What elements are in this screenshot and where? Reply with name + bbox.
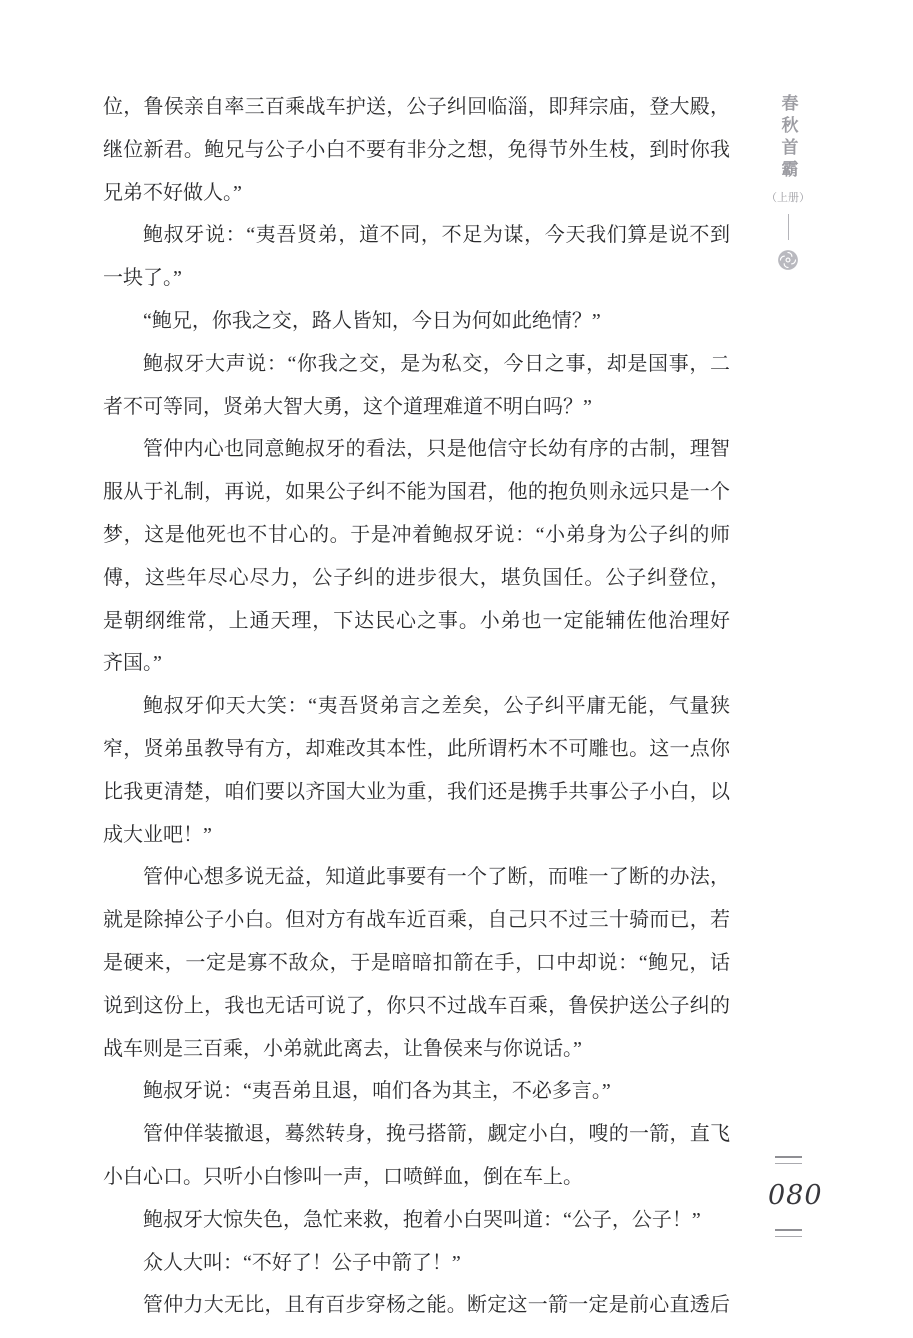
text-line: 众人大叫：“不好了！公子中箭了！” [143, 1251, 461, 1274]
text-line: 比我更清楚，咱们要以齐国大业为重，我们还是携手共事公子小白，以 [103, 780, 730, 803]
text-line: 鲍叔牙仰天大笑：“夷吾贤弟言之差矣，公子纠平庸无能，气量狭 [143, 695, 730, 718]
text-line: 战车则是三百乘，小弟就此离去，让鲁侯来与你说话。” [103, 1037, 582, 1060]
text-line: 一块了。” [103, 267, 182, 290]
text-line: 管仲佯装撤退，蓦然转身，挽弓搭箭，觑定小白，嗖的一箭，直飞 [143, 1123, 730, 1146]
text-line: 鲍叔牙大声说：“你我之交，是为私交，今日之事，却是国事，二 [143, 352, 730, 375]
text-line: 位，鲁侯亲自率三百乘战车护送，公子纠回临淄，即拜宗庙，登大殿， [103, 96, 730, 118]
text-line: “鲍兄，你我之交，路人皆知，今日为何如此绝情？” [143, 309, 601, 332]
folio-block [768, 1156, 823, 1237]
swirl-seal-icon [777, 249, 799, 271]
text-line: 是朝纲维常，上通天理，下达民心之事。小弟也一定能辅佐他治理好 [103, 609, 730, 632]
text-line: 齐国。” [103, 652, 162, 675]
text-line: 傅，这些年尽心尽力，公子纠的进步很大，堪负国任。公子纠登位， [103, 566, 730, 589]
text-line: 成大业吧！” [103, 823, 212, 846]
text-line: 小白心口。只听小白惨叫一声，口喷鲜血，倒在车上。 [103, 1165, 583, 1188]
text-line: 就是除掉公子小白。但对方有战车近百乘，自己只不过三十骑而已，若 [103, 909, 730, 932]
text-line: 说到这份上，我也无话可说了，你只不过战车百乘，鲁侯护送公子纠的 [103, 994, 730, 1017]
text-line: 管仲内心也同意鲍叔牙的看法，只是他信守长幼有序的古制，理智 [143, 438, 730, 461]
text-line: 是硬来，一定是寡不敌众，于是暗暗扣箭在手，口中却说：“鲍兄，话 [103, 951, 730, 974]
double-rule-top [775, 1156, 802, 1164]
text-line: 服从于礼制，再说，如果公子纠不能为国君，他的抱负则永远只是一个 [103, 481, 730, 504]
sidebar-divider [788, 214, 789, 240]
text-line: 者不可等同，贤弟大智大勇，这个道理难道不明白吗？” [103, 395, 592, 418]
volume-label: （上册） [766, 192, 810, 204]
text-line: 继位新君。鲍兄与公子小白不要有非分之想，免得节外生枝，到时你我 [103, 138, 730, 161]
text-line: 兄弟不好做人。” [103, 181, 242, 204]
text-column [103, 86, 730, 1327]
text-line: 管仲心想多说无益，知道此事要有一个了断，而唯一了断的办法， [143, 866, 730, 889]
text-line: 窄，贤弟虽教导有方，却难改其本性，此所谓朽木不可雕也。这一点你 [103, 737, 730, 760]
text-line: 鲍叔牙说：“夷吾贤弟，道不同，不足为谋，今天我们算是说不到 [143, 224, 730, 247]
text-line: 梦，这是他死也不甘心的。于是冲着鲍叔牙说：“小弟身为公子纠的师 [103, 523, 730, 546]
page-number: 080 [768, 1180, 823, 1211]
sidebar-running-title [764, 94, 812, 271]
text-line: 鲍叔牙大惊失色，急忙来救，抱着小白哭叫道：“公子，公子！” [143, 1208, 701, 1231]
text-line: 鲍叔牙说：“夷吾弟且退，咱们各为其主，不必多言。” [143, 1080, 611, 1103]
double-rule-bottom [775, 1229, 802, 1237]
text-line: 管仲力大无比，且有百步穿杨之能。断定这一箭一定是前心直透后 [143, 1294, 730, 1317]
book-title-vertical: 春秋首霸 [778, 94, 798, 182]
